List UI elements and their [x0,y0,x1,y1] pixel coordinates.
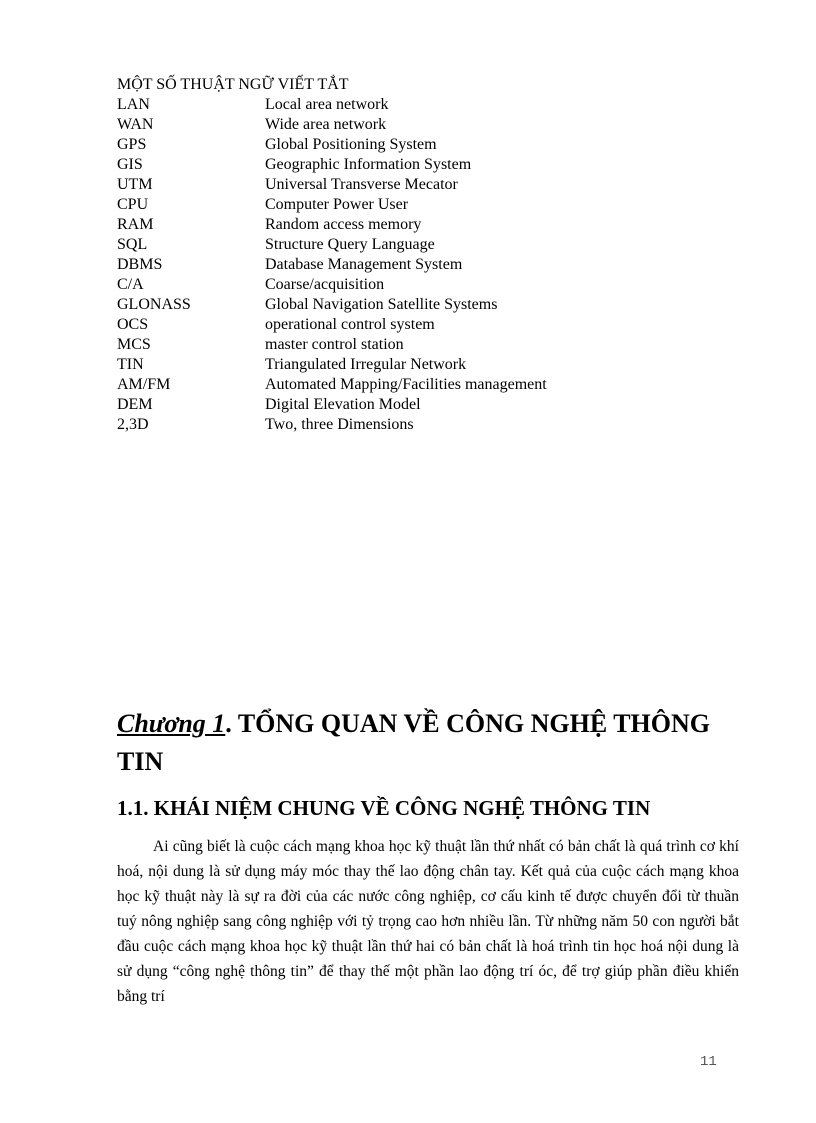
abbreviation-code: DEM [117,396,153,413]
abbreviation-definition: Global Navigation Satellite Systems [265,296,498,313]
abbreviations-section [117,75,717,435]
chapter-title [117,705,757,781]
abbreviation-code: C/A [117,276,144,293]
abbreviation-row [117,115,717,135]
abbreviation-row [117,95,717,115]
abbreviation-code: WAN [117,116,154,133]
abbreviation-code: DBMS [117,256,163,273]
abbreviation-code: MCS [117,336,151,353]
abbreviations-list [117,95,717,435]
abbreviation-code: SQL [117,236,148,253]
abbreviation-definition: operational control system [265,316,435,333]
abbreviation-row [117,155,717,175]
abbreviation-row [117,135,717,155]
abbreviation-row [117,295,717,315]
abbreviation-definition: Triangulated Irregular Network [265,356,467,373]
page-number: 11 [700,1054,717,1070]
abbreviation-code: RAM [117,216,154,233]
abbreviation-row [117,255,717,275]
abbreviation-code: TIN [117,356,144,373]
abbreviation-definition: Local area network [265,96,389,113]
abbreviation-row [117,215,717,235]
abbreviation-code: CPU [117,196,149,213]
abbreviation-definition: Digital Elevation Model [265,396,421,413]
abbreviation-row [117,375,717,395]
abbreviation-row [117,335,717,355]
abbreviation-row [117,315,717,335]
abbreviation-code: AM/FM [117,376,171,393]
abbreviation-row [117,175,717,195]
abbreviation-row [117,195,717,215]
abbreviation-definition: Database Management System [265,256,463,273]
abbreviation-definition: Automated Mapping/Facilities management [265,376,547,393]
abbreviation-row [117,235,717,255]
abbreviation-definition: Coarse/acquisition [265,276,385,293]
chapter-block [117,705,757,1009]
abbreviation-row [117,275,717,295]
abbreviation-code: UTM [117,176,153,193]
abbreviation-code: GPS [117,136,147,153]
abbreviation-code: OCS [117,316,149,333]
abbreviation-row [117,395,717,415]
abbreviation-code: GLONASS [117,296,191,313]
abbreviation-definition: Geographic Information System [265,156,472,173]
abbreviation-row [117,415,717,435]
abbreviation-definition: master control station [265,336,404,353]
section-title: 1.1. KHÁI NIỆM CHUNG VỀ CÔNG NGHỆ THÔNG TIN [117,796,651,820]
abbreviation-definition: Universal Transverse Mecator [265,176,458,193]
abbreviation-code: 2,3D [117,416,149,433]
abbreviation-code: GIS [117,156,143,173]
abbreviations-title: MỘT SỐ THUẬT NGỮ VIẾT TẮT [117,76,349,93]
chapter-label: Chương 1 [117,709,226,738]
body-paragraph: Ai cũng biết là cuộc cách mạng khoa học kỹ thuật lần thứ nhất có bản chất là quá trình cơ khí hoá, nội dung là sử dụng máy móc thay thế lao động chân tay. Kết quả của cuộc cách mạng khoa học kỹ thuật này là sự ra đời của các nước công nghiệp, cơ cấu kinh tế được chuyển đổi từ thuần tuý nông nghiệp sang công nghiệp với tỷ trọng cao hơn nhiều lần. Từ những năm 50 con người bắt đầu cuộc cách mạng khoa học kỹ thuật lần thứ hai có bản chất là hoá trình tin học hoá nội dung là sử dụng “công nghệ thông tin” để thay thế một phần lao động trí óc, để trợ giúp phần điều khiển bằng trí [117,838,739,1005]
chapter-title-text: . TỔNG QUAN VỀ CÔNG NGHỆ THÔNG TIN [117,709,710,776]
abbreviation-row [117,355,717,375]
abbreviation-definition: Computer Power User [265,196,409,213]
abbreviation-code: LAN [117,96,150,113]
abbreviation-definition: Random access memory [265,216,422,233]
abbreviation-definition: Two, three Dimensions [265,416,414,433]
abbreviation-definition: Global Positioning System [265,136,437,153]
abbreviation-definition: Wide area network [265,116,387,133]
abbreviation-definition: Structure Query Language [265,236,435,253]
